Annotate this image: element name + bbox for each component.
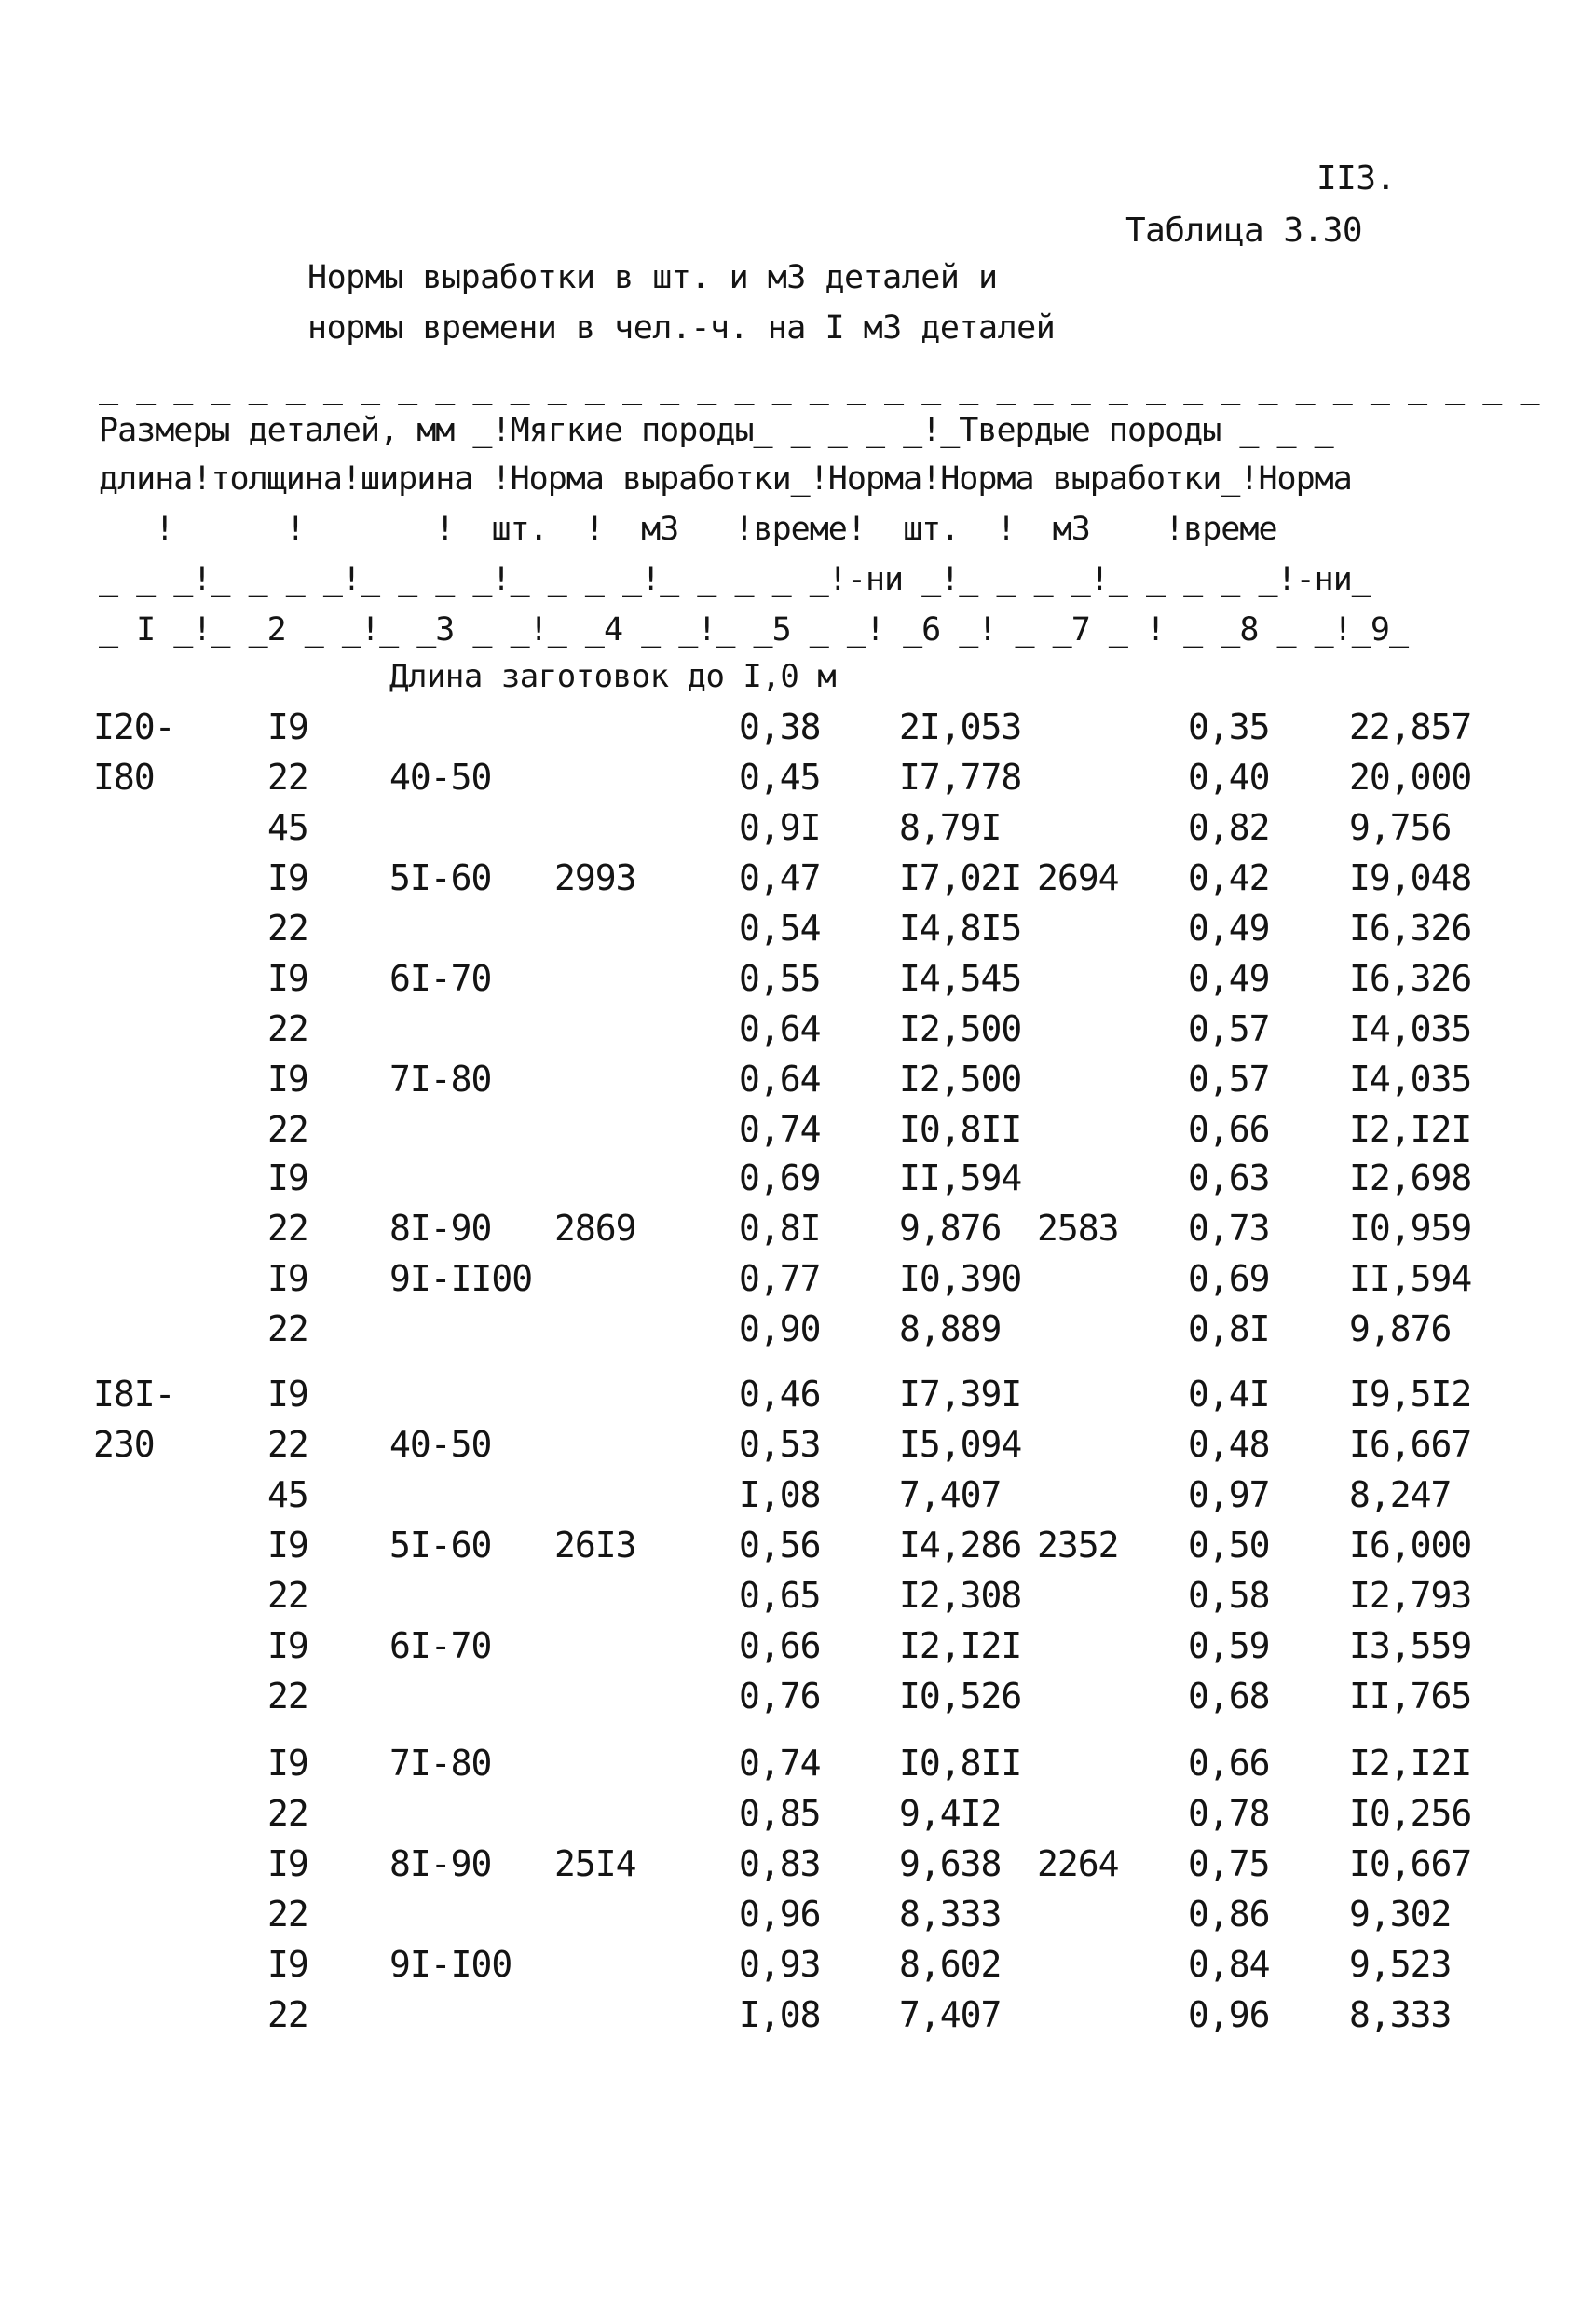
cell-length: I8I- <box>93 1374 175 1415</box>
table-header-row-2: длина!толщина!ширина !Норма выработки_!Норма!Норма выработки_!Норма <box>99 460 1352 498</box>
cell-hard-time: I4,035 <box>1349 1008 1472 1049</box>
cell-hard-time: 9,876 <box>1349 1308 1452 1349</box>
cell-hard-pieces: 2264 <box>1037 1843 1119 1884</box>
cell-hard-m3: 0,40 <box>1188 757 1270 798</box>
cell-thickness: I9 <box>267 857 308 898</box>
cell-hard-m3: 0,50 <box>1188 1525 1270 1566</box>
table-caption-line-1: Нормы выработки в шт. и м3 деталей и <box>307 259 998 296</box>
cell-hard-m3: 0,49 <box>1188 908 1270 949</box>
cell-soft-m3: 0,46 <box>739 1374 821 1415</box>
cell-hard-time: I0,959 <box>1349 1208 1472 1249</box>
cell-soft-time: I7,39I <box>899 1374 1022 1415</box>
cell-soft-m3: 0,56 <box>739 1525 821 1566</box>
table-caption-line-2: нормы времени в чел.-ч. на I м3 деталей <box>307 309 1056 347</box>
cell-thickness: 22 <box>267 1109 308 1150</box>
cell-soft-m3: 0,74 <box>739 1109 821 1150</box>
cell-soft-time: 9,638 <box>899 1843 1002 1884</box>
cell-soft-time: 8,602 <box>899 1944 1002 1985</box>
cell-width: 8I-90 <box>389 1208 492 1249</box>
cell-thickness: I9 <box>267 1258 308 1299</box>
cell-soft-time: I4,545 <box>899 958 1022 999</box>
cell-width: 9I-II00 <box>389 1258 533 1299</box>
cell-soft-time: I2,500 <box>899 1008 1022 1049</box>
cell-hard-m3: 0,57 <box>1188 1059 1270 1100</box>
cell-soft-time: 7,407 <box>899 1474 1002 1515</box>
cell-thickness: I9 <box>267 1059 308 1100</box>
cell-soft-time: I7,02I <box>899 857 1022 898</box>
cell-soft-m3: 0,47 <box>739 857 821 898</box>
cell-hard-time: I2,698 <box>1349 1157 1472 1198</box>
cell-thickness: I9 <box>267 958 308 999</box>
cell-width: 7I-80 <box>389 1059 492 1100</box>
cell-soft-time: I5,094 <box>899 1424 1022 1465</box>
cell-soft-m3: 0,69 <box>739 1157 821 1198</box>
cell-thickness: 22 <box>267 1676 308 1717</box>
table-header-row-3: ! ! ! шт. ! м3 !време! шт. ! м3 !време <box>99 511 1277 548</box>
cell-soft-m3: 0,53 <box>739 1424 821 1465</box>
cell-thickness: I9 <box>267 1374 308 1415</box>
cell-width: 5I-60 <box>389 1525 492 1566</box>
cell-soft-pieces: 26I3 <box>554 1525 636 1566</box>
cell-soft-m3: 0,77 <box>739 1258 821 1299</box>
cell-soft-m3: 0,9I <box>739 807 821 848</box>
cell-hard-m3: 0,63 <box>1188 1157 1270 1198</box>
cell-soft-m3: I,08 <box>739 1474 821 1515</box>
section-label: Длина заготовок до I,0 м <box>389 658 837 695</box>
table-column-numbers: _ I _!_ _2 _ _!_ _3 _ _!_ _4 _ _!_ _5 _ _! _6 _! _ _7 _ ! _ _8 _ _!_9_ <box>99 611 1409 649</box>
page-number: II3. <box>1316 159 1396 198</box>
cell-soft-m3: 0,85 <box>739 1793 821 1834</box>
cell-hard-time: 8,333 <box>1349 1994 1452 2035</box>
cell-soft-m3: 0,64 <box>739 1008 821 1049</box>
cell-hard-time: II,765 <box>1349 1676 1472 1717</box>
cell-hard-time: I4,035 <box>1349 1059 1472 1100</box>
cell-soft-time: I2,500 <box>899 1059 1022 1100</box>
cell-soft-m3: 0,83 <box>739 1843 821 1884</box>
cell-hard-time: I6,326 <box>1349 908 1472 949</box>
cell-soft-m3: 0,45 <box>739 757 821 798</box>
cell-soft-time: II,594 <box>899 1157 1022 1198</box>
cell-hard-pieces: 2352 <box>1037 1525 1119 1566</box>
cell-soft-m3: 0,55 <box>739 958 821 999</box>
cell-hard-m3: 0,78 <box>1188 1793 1270 1834</box>
cell-hard-time: II,594 <box>1349 1258 1472 1299</box>
cell-hard-time: I6,667 <box>1349 1424 1472 1465</box>
cell-soft-time: 9,876 <box>899 1208 1002 1249</box>
table-label: Таблица 3.30 <box>1125 212 1363 250</box>
cell-thickness: I9 <box>267 1843 308 1884</box>
cell-thickness: 22 <box>267 1308 308 1349</box>
cell-hard-time: 9,756 <box>1349 807 1452 848</box>
cell-soft-time: 9,4I2 <box>899 1793 1002 1834</box>
table-header-top-rule: _ _ _ _ _ _ _ _ _ _ _ _ _ _ _ _ _ _ _ _ _ _ _ _ _ _ _ _ _ _ _ _ _ _ _ _ _ _ _ <box>99 369 1539 406</box>
cell-thickness: 22 <box>267 1994 308 2035</box>
cell-width: 40-50 <box>389 1424 492 1465</box>
cell-hard-m3: 0,97 <box>1188 1474 1270 1515</box>
cell-soft-time: I0,8II <box>899 1109 1022 1150</box>
cell-soft-time: I0,8II <box>899 1743 1022 1784</box>
cell-hard-m3: 0,75 <box>1188 1843 1270 1884</box>
cell-length: I80 <box>93 757 155 798</box>
cell-hard-m3: 0,58 <box>1188 1575 1270 1616</box>
cell-soft-m3: 0,74 <box>739 1743 821 1784</box>
cell-width: 9I-I00 <box>389 1944 512 1985</box>
cell-hard-time: I6,326 <box>1349 958 1472 999</box>
cell-soft-time: 7,407 <box>899 1994 1002 2035</box>
cell-soft-pieces: 25I4 <box>554 1843 636 1884</box>
cell-width: 5I-60 <box>389 857 492 898</box>
cell-width: 8I-90 <box>389 1843 492 1884</box>
cell-hard-time: 9,302 <box>1349 1894 1452 1935</box>
cell-hard-m3: 0,69 <box>1188 1258 1270 1299</box>
cell-hard-m3: 0,84 <box>1188 1944 1270 1985</box>
cell-thickness: 45 <box>267 1474 308 1515</box>
cell-hard-m3: 0,35 <box>1188 706 1270 747</box>
cell-width: 40-50 <box>389 757 492 798</box>
cell-hard-m3: 0,59 <box>1188 1625 1270 1666</box>
cell-thickness: 22 <box>267 1424 308 1465</box>
cell-hard-time: 22,857 <box>1349 706 1472 747</box>
cell-soft-time: 8,333 <box>899 1894 1002 1935</box>
cell-thickness: I9 <box>267 1944 308 1985</box>
cell-hard-m3: 0,73 <box>1188 1208 1270 1249</box>
cell-soft-pieces: 2869 <box>554 1208 636 1249</box>
cell-hard-m3: 0,66 <box>1188 1743 1270 1784</box>
cell-soft-time: I2,308 <box>899 1575 1022 1616</box>
cell-thickness: I9 <box>267 706 308 747</box>
cell-soft-time: 8,79I <box>899 807 1002 848</box>
cell-hard-time: I2,793 <box>1349 1575 1472 1616</box>
cell-width: 6I-70 <box>389 1625 492 1666</box>
cell-soft-time: I7,778 <box>899 757 1022 798</box>
cell-hard-m3: 0,48 <box>1188 1424 1270 1465</box>
cell-hard-m3: 0,96 <box>1188 1994 1270 2035</box>
cell-soft-pieces: 2993 <box>554 857 636 898</box>
cell-hard-time: I3,559 <box>1349 1625 1472 1666</box>
cell-thickness: 22 <box>267 1793 308 1834</box>
cell-hard-time: 8,247 <box>1349 1474 1452 1515</box>
cell-hard-pieces: 2583 <box>1037 1208 1119 1249</box>
cell-soft-time: 2I,053 <box>899 706 1022 747</box>
cell-soft-m3: 0,54 <box>739 908 821 949</box>
cell-hard-time: I9,048 <box>1349 857 1472 898</box>
cell-thickness: 22 <box>267 1208 308 1249</box>
cell-soft-m3: 0,66 <box>739 1625 821 1666</box>
cell-hard-time: I0,256 <box>1349 1793 1472 1834</box>
cell-hard-m3: 0,4I <box>1188 1374 1270 1415</box>
cell-thickness: 45 <box>267 807 308 848</box>
cell-hard-time: I6,000 <box>1349 1525 1472 1566</box>
cell-thickness: 22 <box>267 1575 308 1616</box>
cell-hard-m3: 0,66 <box>1188 1109 1270 1150</box>
cell-hard-time: I0,667 <box>1349 1843 1472 1884</box>
cell-soft-m3: 0,65 <box>739 1575 821 1616</box>
cell-soft-m3: 0,64 <box>739 1059 821 1100</box>
cell-hard-time: 9,523 <box>1349 1944 1452 1985</box>
cell-hard-time: I2,I2I <box>1349 1109 1472 1150</box>
cell-soft-time: I4,8I5 <box>899 908 1022 949</box>
cell-length: 230 <box>93 1424 155 1465</box>
cell-thickness: 22 <box>267 908 308 949</box>
cell-hard-time: I2,I2I <box>1349 1743 1472 1784</box>
cell-thickness: I9 <box>267 1625 308 1666</box>
cell-thickness: I9 <box>267 1743 308 1784</box>
cell-hard-m3: 0,8I <box>1188 1308 1270 1349</box>
cell-length: I20- <box>93 706 175 747</box>
cell-hard-m3: 0,82 <box>1188 807 1270 848</box>
cell-soft-m3: 0,8I <box>739 1208 821 1249</box>
cell-soft-time: 8,889 <box>899 1308 1002 1349</box>
cell-soft-m3: 0,76 <box>739 1676 821 1717</box>
cell-hard-time: I9,5I2 <box>1349 1374 1472 1415</box>
table-header-row-4: _ _ _!_ _ _ _!_ _ _ _!_ _ _ _!_ _ _ _ _!-ни _!_ _ _ _!_ _ _ _ _!-ни_ <box>99 561 1371 598</box>
cell-hard-m3: 0,49 <box>1188 958 1270 999</box>
cell-soft-m3: 0,90 <box>739 1308 821 1349</box>
cell-soft-m3: I,08 <box>739 1994 821 2035</box>
cell-hard-m3: 0,86 <box>1188 1894 1270 1935</box>
cell-hard-time: 20,000 <box>1349 757 1472 798</box>
cell-width: 6I-70 <box>389 958 492 999</box>
cell-soft-time: I0,526 <box>899 1676 1022 1717</box>
cell-thickness: 22 <box>267 757 308 798</box>
cell-soft-time: I4,286 <box>899 1525 1022 1566</box>
cell-thickness: I9 <box>267 1525 308 1566</box>
cell-hard-m3: 0,68 <box>1188 1676 1270 1717</box>
cell-width: 7I-80 <box>389 1743 492 1784</box>
cell-soft-time: I2,I2I <box>899 1625 1022 1666</box>
cell-soft-m3: 0,38 <box>739 706 821 747</box>
cell-soft-m3: 0,93 <box>739 1944 821 1985</box>
cell-thickness: 22 <box>267 1894 308 1935</box>
cell-soft-time: I0,390 <box>899 1258 1022 1299</box>
cell-thickness: 22 <box>267 1008 308 1049</box>
cell-hard-pieces: 2694 <box>1037 857 1119 898</box>
cell-hard-m3: 0,42 <box>1188 857 1270 898</box>
cell-thickness: I9 <box>267 1157 308 1198</box>
cell-soft-m3: 0,96 <box>739 1894 821 1935</box>
cell-hard-m3: 0,57 <box>1188 1008 1270 1049</box>
table-header-row-1: Размеры деталей, мм _!Мягкие породы_ _ _ _ _!_Твердые породы _ _ _ <box>99 412 1333 449</box>
